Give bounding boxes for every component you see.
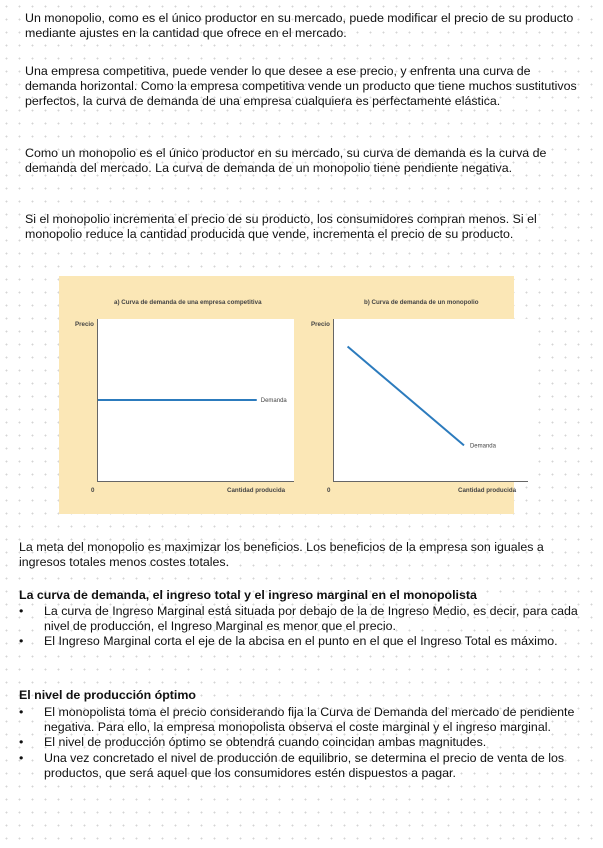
section-heading-demand-revenue: La curva de demanda, el ingreso total y el ingreso marginal en el monopolista xyxy=(19,588,477,602)
list-item-text: El nivel de producción óptimo se obtendrá cuando coincidan ambas magnitudes. xyxy=(44,735,487,750)
list-item-text: El Ingreso Marginal corta el eje de la abcisa en el punto en el que el Ingreso Total es máximo. xyxy=(44,634,558,649)
list-item-text: La curva de Ingreso Marginal está situada por debajo de la de Ingreso Medio, es decir, para cada nivel de producción, el Ingreso Marginal es menor que el precio. xyxy=(44,604,578,634)
section-heading-optimal-output: El nivel de producción óptimo xyxy=(19,688,196,702)
paragraph-monopoly-goal: La meta del monopolio es maximizar los beneficios. Los beneficios de la empresa son iguales a ingresos totales menos costes totales. xyxy=(19,540,544,570)
section2-bullet-list xyxy=(19,705,587,781)
panel-b-demand-line xyxy=(348,347,464,446)
panel-a-x-label: Cantidad producida xyxy=(227,487,286,494)
panel-a-y-label: Precio xyxy=(75,321,94,328)
panel-b-x-label: Cantidad producida xyxy=(458,487,517,494)
bullet-icon: • xyxy=(19,634,24,649)
panel-b-y-label: Precio xyxy=(311,321,330,328)
section1-bullet-list xyxy=(19,604,587,650)
list-item xyxy=(19,751,587,781)
panel-b-plot-area xyxy=(333,319,528,482)
bullet-icon: • xyxy=(19,604,24,618)
list-item xyxy=(19,735,587,750)
panel-b-chart xyxy=(334,319,528,481)
bullet-icon: • xyxy=(19,705,24,719)
list-item-text: El monopolista toma el precio considerando fija la Curva de Demanda del mercado de pendiente negativa. Para ello, la empresa monopolista observa el coste marginal y el ingreso marginal. xyxy=(44,705,575,735)
bullet-icon: • xyxy=(19,750,24,765)
panel-b-origin-label: 0 xyxy=(327,487,331,494)
panel-a-origin-label: 0 xyxy=(91,487,95,494)
list-item xyxy=(19,705,587,735)
panel-b-title: b) Curva de demanda de un monopolio xyxy=(364,299,479,306)
panel-a-plot-area xyxy=(97,319,294,482)
list-item-text: Una vez concretado el nivel de producción de equilibrio, se determina el precio de venta de los productos, que será aquel que los consumidores estén dispuestos a pagar. xyxy=(44,750,565,780)
demand-curves-figure xyxy=(59,276,517,514)
panel-a-chart xyxy=(98,319,294,481)
list-item xyxy=(19,604,587,634)
panel-a-title: a) Curva de demanda de una empresa competitiva xyxy=(114,299,262,306)
paragraph-monopoly-intro: Un monopolio, como es el único productor en su mercado, puede modificar el precio de su producto mediante ajustes en la cantidad que ofrece en el mercado. xyxy=(25,11,574,41)
panel-b-demand-label: Demanda xyxy=(469,443,496,450)
paragraph-price-quantity: Si el monopolio incrementa el precio de su producto, los consumidores compran menos. Si el monopolio reduce la cantidad producida que vende, incrementa el precio de su producto. xyxy=(25,212,537,242)
paragraph-monopoly-demand: Como un monopolio es el único productor en su mercado, su curva de demanda es la curva de demanda del mercado. La curva de demanda de un monopolio tiene pendiente negativa. xyxy=(25,146,547,176)
list-item xyxy=(19,634,587,649)
panel-a-demand-label: Demanda xyxy=(260,398,287,404)
paragraph-competitive-firm: Una empresa competitiva, puede vender lo que desee a ese precio, y enfrenta una curva de demanda horizontal. Como la empresa competitiva vende un producto que tiene muchos sustitutivos perfectos, la curva de demanda de una empresa cualquiera es perfectamente elástica. xyxy=(25,64,577,109)
bullet-icon: • xyxy=(19,735,24,750)
